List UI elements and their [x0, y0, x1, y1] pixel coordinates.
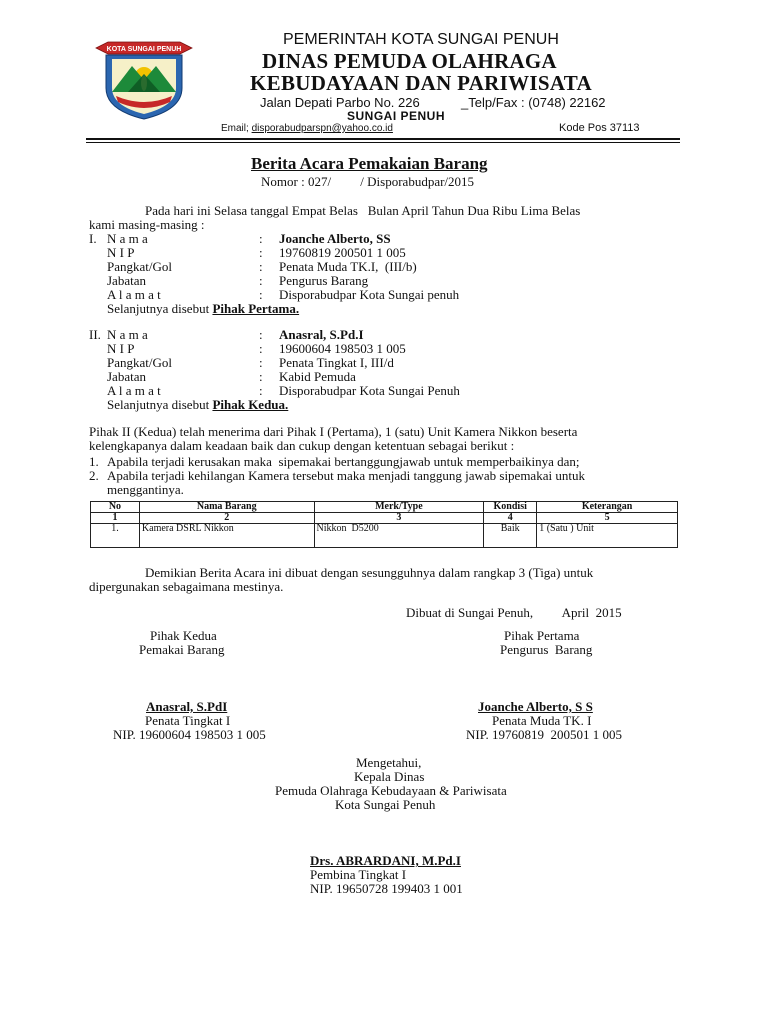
- party1-value-pangkat: Penata Muda TK.I, (III/b): [279, 259, 417, 274]
- party2-roman: II.: [89, 327, 101, 342]
- acknowledge-line-2: Kepala Dinas: [354, 769, 425, 784]
- party1-label-nama: N a m a: [107, 231, 148, 246]
- intro-line-2: kami masing-masing :: [89, 217, 205, 232]
- office-address: Jalan Depati Parbo No. 226: [260, 95, 420, 110]
- letterhead-rule-thin: [86, 142, 680, 143]
- table-header-cell: Merk/Type: [314, 502, 484, 513]
- document-title: Berita Acara Pemakaian Barang: [251, 154, 488, 173]
- party1-value-jabatan: Pengurus Barang: [279, 273, 369, 288]
- table-header-cell: Nama Barang: [139, 502, 314, 513]
- intro-line-1: Pada hari ini Selasa tanggal Empat Belas Bulan April Tahun Dua Ribu Lima Belas: [145, 203, 581, 218]
- condition-2-text: Apabila terjadi kehilangan Kamera tersebut maka menjadi tanggung jawab sipemakai untuk: [107, 468, 585, 483]
- closing-line-2: dipergunakan sebagaimana mestinya.: [89, 579, 284, 594]
- email-line: [221, 123, 393, 134]
- party2-label-nip: N I P: [107, 341, 135, 356]
- party1-value-alamat: Disporabudpar Kota Sungai penuh: [279, 287, 460, 302]
- party2-colon: :: [259, 355, 263, 370]
- party2-value-pangkat: Penata Tingkat I, III/d: [279, 355, 394, 370]
- party2-label-pangkat: Pangkat/Gol: [107, 355, 172, 370]
- city-seal-logo: [94, 36, 194, 120]
- party2-colon: :: [259, 383, 263, 398]
- right-sign-name: Joanche Alberto, S S: [478, 699, 593, 714]
- government-name: PEMERINTAH KOTA SUNGAI PENUH: [283, 31, 559, 48]
- right-sign-role: Pihak Pertama: [504, 628, 580, 643]
- party1-colon: :: [259, 273, 263, 288]
- seal-banner-text: KOTA SUNGAI PENUH: [106, 46, 182, 53]
- office-phone: _Telp/Fax : (0748) 22162: [461, 95, 606, 110]
- condition-2-number: 2.: [89, 468, 99, 483]
- document-number: Nomor : 027/ / Disporabudpar/2015: [261, 174, 475, 189]
- table-header-row: [91, 502, 678, 513]
- table-row: [91, 524, 678, 548]
- condition-1-number: 1.: [89, 454, 99, 469]
- acknowledge-line-4: Kota Sungai Penuh: [335, 797, 436, 812]
- party1-value-nama: Joanche Alberto, SS: [279, 231, 391, 246]
- table-cell-no: 1.: [91, 524, 140, 548]
- table-cell-condition: Baik: [484, 524, 537, 548]
- party1-value-nip: 19760819 200501 1 005: [279, 245, 406, 260]
- department-name-line1: DINAS PEMUDA OLAHRAGA: [262, 49, 557, 73]
- table-index-cell: 3: [314, 513, 484, 524]
- letterhead-rule-thick: [86, 138, 680, 140]
- party1-label-alamat: A l a m a t: [107, 287, 161, 302]
- right-sign-rank: Penata Muda TK. I: [492, 713, 592, 728]
- party1-label-jabatan: Jabatan: [107, 273, 146, 288]
- table-cell-note: 1 (Satu ) Unit: [537, 524, 678, 548]
- party1-designation: [107, 301, 299, 317]
- table-header-cell: No: [91, 502, 140, 513]
- party1-colon: :: [259, 259, 263, 274]
- party2-designation-text: Selanjutnya disebut: [107, 397, 210, 412]
- party2-colon: :: [259, 341, 263, 356]
- party2-colon: :: [259, 327, 263, 342]
- table-cell-brand: Nikkon D5200: [314, 524, 484, 548]
- head-rank: Pembina Tingkat I: [310, 867, 407, 882]
- table-index-row: [91, 513, 678, 524]
- party1-colon: :: [259, 231, 263, 246]
- party2-value-nip: 19600604 198503 1 005: [279, 341, 406, 356]
- department-name-line2: KEBUDAYAAN DAN PARIWISATA: [250, 71, 592, 95]
- party2-value-nama: Anasral, S.Pd.I: [279, 327, 364, 342]
- party2-value-alamat: Disporabudpar Kota Sungai Penuh: [279, 383, 460, 398]
- party2-label-nama: N a m a: [107, 327, 148, 342]
- party1-label-pangkat: Pangkat/Gol: [107, 259, 172, 274]
- party2-designation-name: Pihak Kedua.: [212, 397, 289, 412]
- left-sign-nip: NIP. 19600604 198503 1 005: [113, 727, 266, 742]
- party2-designation: [107, 397, 288, 413]
- table-header-cell: Keterangan: [537, 502, 678, 513]
- left-sign-role-2: Pemakai Barang: [139, 642, 225, 657]
- condition-1-text: Apabila terjadi kerusakan maka sipemakai bertanggungjawab untuk memperbaikinya dan;: [107, 454, 580, 469]
- right-sign-nip: NIP. 19760819 200501 1 005: [466, 727, 623, 742]
- party1-designation-text: Selanjutnya disebut: [107, 301, 210, 316]
- head-nip: NIP. 19650728 199403 1 001: [310, 881, 463, 896]
- table-index-cell: 2: [139, 513, 314, 524]
- left-sign-rank: Penata Tingkat I: [145, 713, 231, 728]
- party2-label-jabatan: Jabatan: [107, 369, 146, 384]
- table-cell-item: Kamera DSRL Nikkon: [139, 524, 314, 548]
- left-sign-role: Pihak Kedua: [150, 628, 217, 643]
- condition-2-text-cont: menggantinya.: [107, 482, 184, 497]
- acknowledge-line-3: Pemuda Olahraga Kebudayaan & Pariwisata: [275, 783, 507, 798]
- closing-line-1: Demikian Berita Acara ini dibuat dengan sesungguhnya dalam rangkap 3 (Tiga) untuk: [145, 565, 594, 580]
- party2-value-jabatan: Kabid Pemuda: [279, 369, 356, 384]
- table-index-cell: 4: [484, 513, 537, 524]
- party1-colon: :: [259, 245, 263, 260]
- handover-line-1: Pihak II (Kedua) telah menerima dari Pihak I (Pertama), 1 (satu) Unit Kamera Nikkon beserta: [89, 424, 578, 439]
- head-name: Drs. ABRARDANI, M.Pd.I: [310, 853, 461, 868]
- table-index-cell: 1: [91, 513, 140, 524]
- party1-label-nip: N I P: [107, 245, 135, 260]
- table-index-cell: 5: [537, 513, 678, 524]
- place-date: Dibuat di Sungai Penuh, April 2015: [406, 605, 622, 620]
- party1-roman: I.: [89, 231, 97, 246]
- email-label: Email;: [221, 123, 249, 134]
- party1-colon: :: [259, 287, 263, 302]
- party2-label-alamat: A l a m a t: [107, 383, 161, 398]
- office-city: SUNGAI PENUH: [347, 109, 446, 123]
- right-sign-role-2: Pengurus Barang: [500, 642, 593, 657]
- left-sign-name: Anasral, S.PdI: [146, 699, 228, 714]
- party1-designation-name: Pihak Pertama.: [212, 301, 300, 316]
- handover-line-2: kelengkapanya dalam keadaan baik dan cukup dengan ketentuan sebagai berikut :: [89, 438, 515, 453]
- email-link[interactable]: disporabudparspn@yahoo.co.id: [251, 123, 393, 134]
- goods-table: [90, 501, 678, 548]
- party2-colon: :: [259, 369, 263, 384]
- table-header-cell: Kondisi: [484, 502, 537, 513]
- acknowledge-line-1: Mengetahui,: [356, 755, 422, 770]
- postal-code: Kode Pos 37113: [559, 122, 640, 134]
